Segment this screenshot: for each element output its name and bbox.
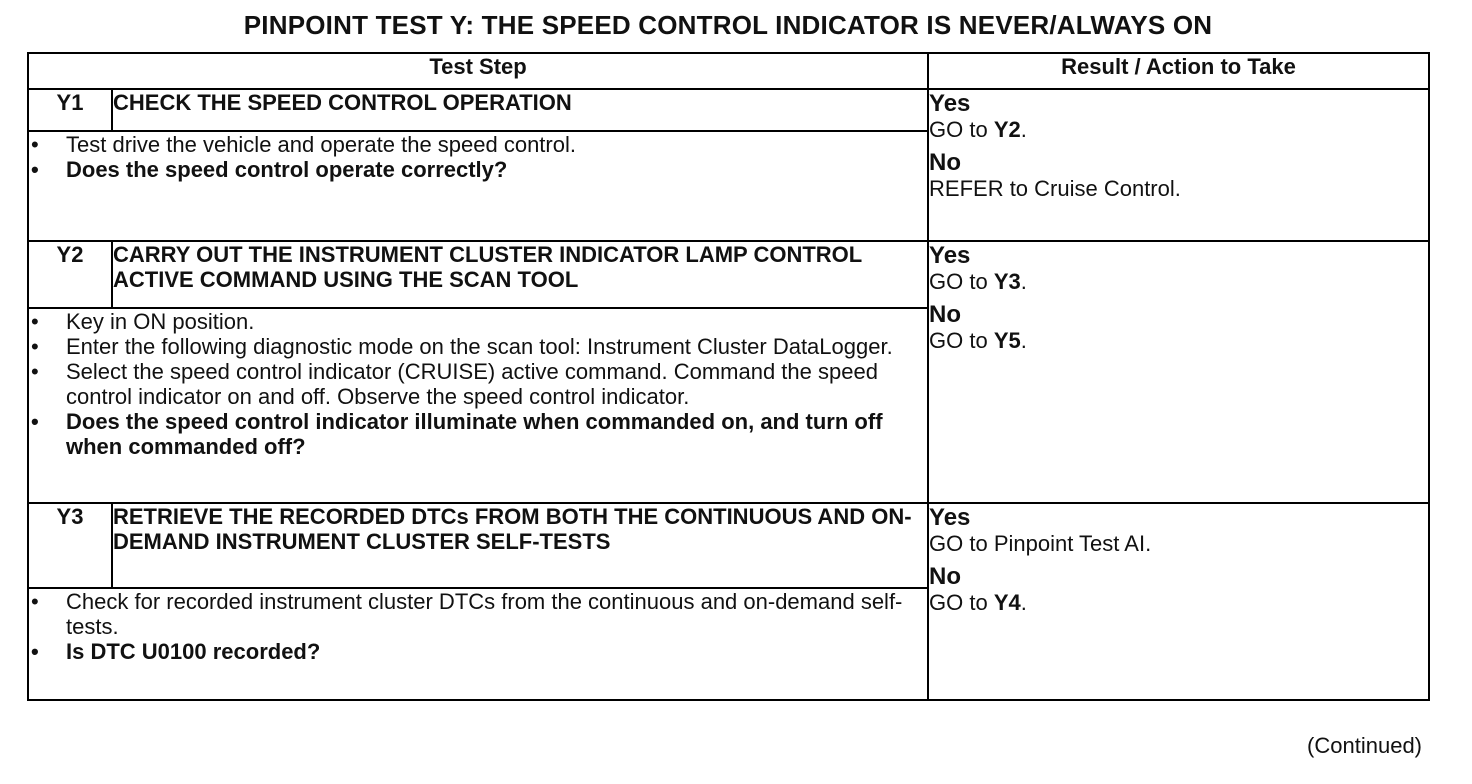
step-title: CHECK THE SPEED CONTROL OPERATION [112, 89, 928, 131]
result-yes: Yes GO to Y2. [929, 90, 1027, 142]
pinpoint-test-table [27, 52, 1430, 701]
bullet-question: • Does the speed control operate correctly? [29, 157, 927, 182]
step-title-row [28, 503, 1429, 588]
result-no: No GO to Y4. [929, 563, 1027, 615]
bullet-item: • Check for recorded instrument cluster DTCs from the continuous and on-demand self-tests. [29, 589, 927, 639]
result-no: No REFER to Cruise Control. [929, 149, 1181, 201]
step-link: Y4 [993, 590, 1021, 615]
step-id: Y3 [28, 503, 112, 588]
step-bullets [29, 589, 927, 664]
test-step-header: Test Step [28, 53, 928, 89]
step-body [28, 308, 928, 503]
step-result [928, 503, 1429, 700]
bullet-question: • Is DTC U0100 recorded? [29, 639, 927, 664]
step-title-row [28, 241, 1429, 308]
step-id: Y1 [28, 89, 112, 131]
step-title: CARRY OUT THE INSTRUMENT CLUSTER INDICATOR LAMP CONTROL ACTIVE COMMAND USING THE SCAN TOOL [112, 241, 928, 308]
result-no: No GO to Y5. [929, 301, 1027, 353]
step-bullets [29, 309, 927, 459]
step-title: RETRIEVE THE RECORDED DTCs FROM BOTH THE CONTINUOUS AND ON-DEMAND INSTRUMENT CLUSTER SELF-TESTS [112, 503, 928, 588]
page-title: PINPOINT TEST Y: THE SPEED CONTROL INDICATOR IS NEVER/ALWAYS ON [243, 10, 1213, 40]
step-body [28, 588, 928, 700]
bullet-question: • Does the speed control indicator illuminate when commanded on, and turn off when commanded off? [29, 409, 927, 459]
step-result [928, 241, 1429, 503]
bullet-item: • Select the speed control indicator (CRUISE) active command. Command the speed control indicator on and off. Observe the speed control indicator. [29, 359, 927, 409]
step-title-row [28, 89, 1429, 131]
result-yes: Yes GO to Y3. [929, 242, 1027, 294]
continued-label: (Continued) [1307, 733, 1422, 758]
step-link: Y5 [993, 328, 1021, 353]
bullet-item: • Key in ON position. [29, 309, 927, 334]
bullet-item: • Test drive the vehicle and operate the speed control. [29, 132, 927, 157]
result-yes: Yes GO to Pinpoint Test AI. [929, 504, 1152, 556]
step-body [28, 131, 928, 241]
table-header-row [28, 53, 1429, 89]
step-link: Y2 [993, 117, 1021, 142]
step-bullets [29, 132, 927, 182]
bullet-item: • Enter the following diagnostic mode on the scan tool: Instrument Cluster DataLogger. [29, 334, 927, 359]
result-action-header: Result / Action to Take [928, 53, 1429, 89]
step-link: Y3 [993, 269, 1021, 294]
step-id: Y2 [28, 241, 112, 308]
step-result [928, 89, 1429, 241]
